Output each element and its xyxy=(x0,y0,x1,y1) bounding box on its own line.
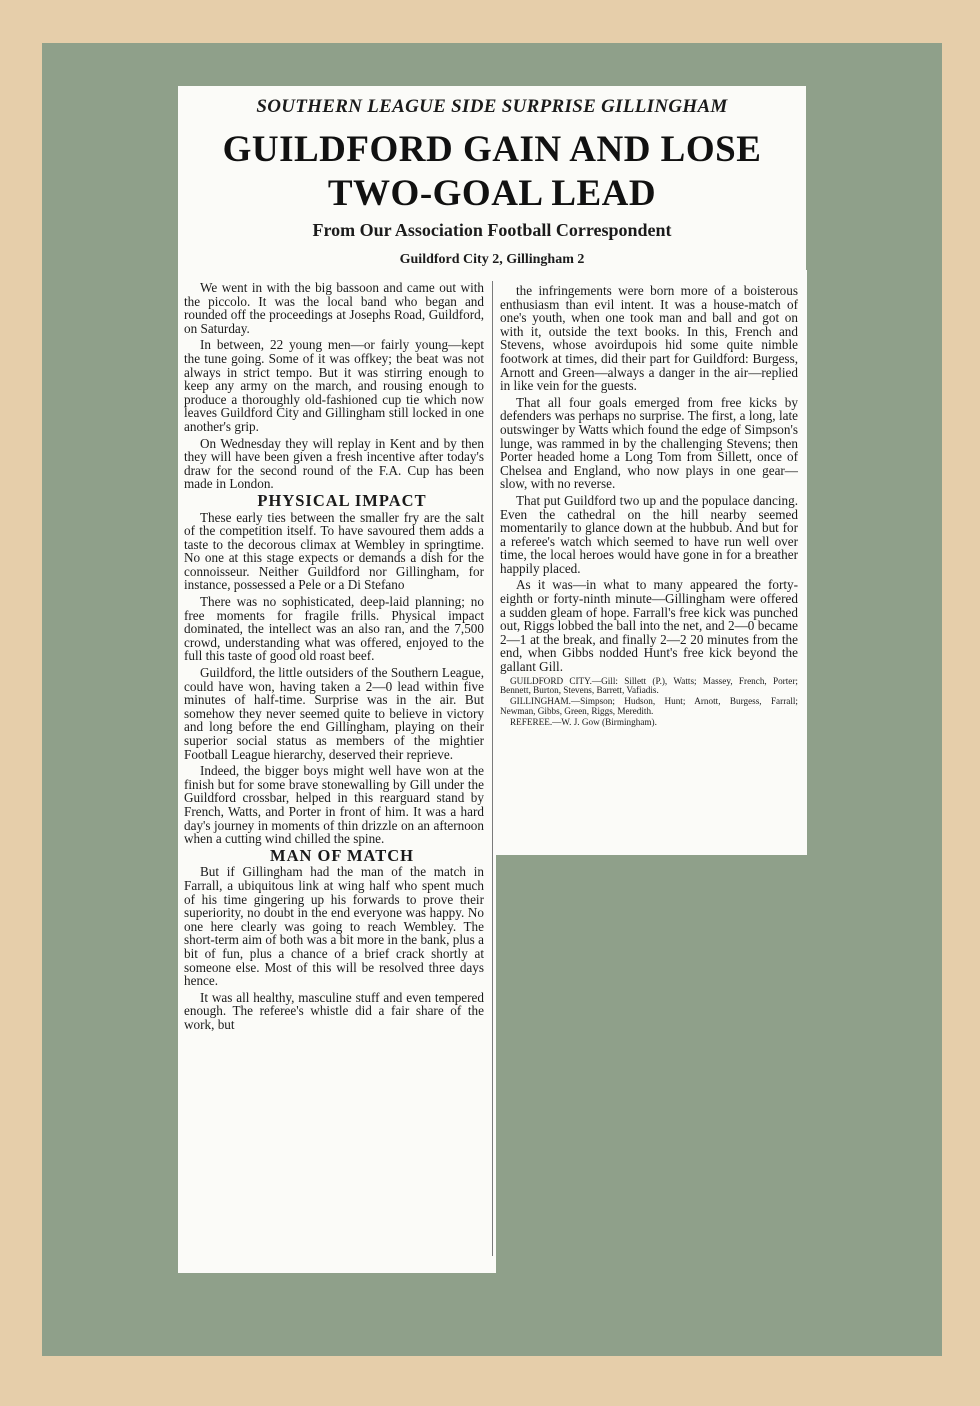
subheading-physical-impact: PHYSICAL IMPACT xyxy=(257,490,427,510)
team-lineups xyxy=(500,677,798,728)
right-column xyxy=(500,284,798,729)
paragraph: Guildford, the little outsiders of the Southern League, could have won, having taken a 2—0 lead within five minutes of half-time. Surprise was in the air. But somehow they never seemed quite to believe in victory and long before the end Gillingham, playing on their superior social status as members of the mightier Football League hierarchy, deserved their reprieve. xyxy=(184,665,484,762)
paragraph: the infringements were born more of a boisterous enthusiasm than evil intent. It was a house-match of one's youth, when one took man and ball and got on with it, outside the text books. In this, French and Stevens, whose avoirdupois hid some quite nimble footwork at times, did their part for Guildford: Burgess, Arnott and Green—always a danger in the air—replied in like vein for the guests. xyxy=(500,283,798,394)
paragraph: These early ties between the smaller fry are the salt of the competition itself. To have savoured them adds a taste to the decorous climax at Wembley in springtime. No one at this stage expects or demands a dish for the connoisseur. Neither Guildford nor Gillingham, for instance, possessed a Pele or a Di Stefano xyxy=(184,509,484,593)
paragraph: That all four goals emerged from free kicks by defenders was perhaps no surprise. The first, a long, late outswinger by Watts which found the edge of Simpson's lunge, was rammed in by the challenging Stevens; then Porter headed home a Long Tom from Sillett, once of Chelsea and England, who now plays in one gear—slow, with no reverse. xyxy=(500,394,798,492)
byline: From Our Association Football Correspondent xyxy=(312,220,672,240)
paragraph: There was no sophisticated, deep-laid planning; no free moments for fragile frills. Physical impact dominated, the intellect was an also ran, and the 7,500 crowd, understanding what was offered, enjoyed to the full this taste of good old roast beef. xyxy=(184,594,484,664)
subheading-man-of-match: MAN OF MATCH xyxy=(270,845,414,865)
paragraph: That put Guildford two up and the populace dancing. Even the cathedral on the hill nearby seemed momentarily to glance down at the hubbub. And but for a referee's watch which seemed to have run well over time, the local heroes would have gone in for a breather happily placed. xyxy=(500,492,798,576)
team-gillingham: GILLINGHAM.—Simpson; Hudson, Hunt; Arnott, Burgess, Farrall; Newman, Gibbs, Green, Riggs, Meredith. xyxy=(500,696,798,717)
paragraph: We went in with the big bassoon and came out with the piccolo. It was the local band who began and rounded off the proceedings at Josephs Road, Guildford, on Saturday. xyxy=(184,280,484,336)
paragraph: Indeed, the bigger boys might well have won at the finish but for some brave stonewalling by Gill under the Guildford crossbar, helped in this rearguard stand by French, Watts, and Porter in front of him. It was a hard day's journey in moments of thin drizzle on an afternoon when a cutting wind chilled the spine. xyxy=(184,763,484,847)
headline-line-1: GUILDFORD GAIN AND LOSE xyxy=(222,129,762,170)
paragraph: As it was—in what to many appeared the forty-eighth or forty-ninth minute—Gillingham were offered a sudden gleam of hope. Farrall's free kick was punched out, Riggs lobbed the ball into the net, and 2—0 became 2—1 at the break, and finally 2—2 20 minutes from the end, when Gibbs nodded Hunt's free kick beyond the gallant Gill. xyxy=(500,577,798,675)
kicker: SOUTHERN LEAGUE SIDE SURPRISE GILLINGHAM xyxy=(256,96,728,117)
column-divider xyxy=(492,281,493,1256)
paragraph: On Wednesday they will replay in Kent and by then they will have been given a fresh incentive after today's draw for the second round of the F.A. Cup has been made in London. xyxy=(184,435,484,492)
headline xyxy=(178,128,806,216)
headline-line-2: TWO-GOAL LEAD xyxy=(327,173,657,214)
paragraph: It was all healthy, masculine stuff and even tempered enough. The referee's whistle did a fair share of the work, but xyxy=(184,989,484,1032)
left-column xyxy=(184,281,484,1034)
paragraph: But if Gillingham had the man of the match in Farrall, a ubiquitous link at wing half who spent much of his time gingering up his forwards to prove their superiority, no doubt in the end everyone was happy. No one here clearly was going to reach Wembley. The short-term aim of both was a bit more in the bank, plus a bit of fun, plus a chance of a brief crack shortly at someone else. Most of this will be resolved three days hence. xyxy=(184,864,484,989)
paragraph: In between, 22 young men—or fairly young—kept the tune going. Some of it was offkey; the beat was not always in strict tempo. But it was stirring enough to keep any army on the march, and rousing enough to produce a thoroughly old-fashioned cup tie which now leaves Guildford City and Gillingham still locked in one another's grip. xyxy=(184,337,484,434)
referee-line: REFEREE.—W. J. Gow (Birmingham). xyxy=(510,716,657,727)
score-line: Guildford City 2, Gillingham 2 xyxy=(399,252,585,267)
team-guildford: GUILDFORD CITY.—Gill: Sillett (P.), Watts; Massey, French, Porter; Bennett, Burton, Stevens, Barrett, Vafiadis. xyxy=(500,675,798,696)
